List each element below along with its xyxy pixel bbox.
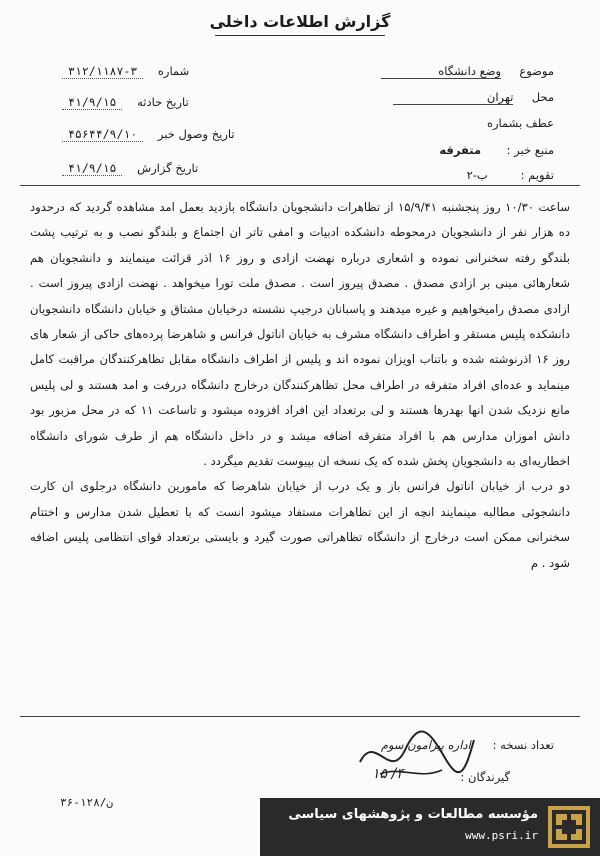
footer-divider (20, 716, 580, 717)
source-row (439, 143, 554, 157)
report-date-label: تاریخ گزارش (137, 161, 199, 175)
number-label: شماره (157, 64, 190, 78)
institute-logo-icon (548, 806, 590, 848)
source-value: متفرقه (439, 143, 482, 157)
copies-value: اداره پیرامون سوم (380, 738, 471, 752)
ref-row (487, 116, 554, 130)
header-divider (20, 185, 580, 186)
event-date-row (62, 95, 189, 109)
subject-value: وضع دانشگاه (381, 64, 501, 79)
number-row (62, 64, 189, 78)
document-title (0, 12, 600, 36)
publisher-banner (260, 798, 600, 856)
report-date-row (62, 161, 198, 175)
evaluation-value: ب-۲ (466, 168, 488, 182)
body-paragraph-2: دو درب از خیابان اناتول فرانس باز و یک درب از خیابان شاهرضا که مامورین دانشگاه درجلوی ان کارت دانشجوئی مطالبه مینمایند انچه از این تظاهرات مستفاد میشود انست که با تعطیل شدن مدارس و اختتام سخنرانی ممکن است درخارج از دانشگاه تظاهراتی صورت گیرد و بایستی برتعداد قوای انتظامی پلیس اضافه شود . م (30, 479, 570, 570)
report-body (30, 195, 570, 576)
ref-label: عطف بشماره (486, 116, 554, 130)
title-text: گزارش اطلاعات داخلی (209, 12, 391, 31)
subject-row (381, 64, 554, 79)
copies-label: تعداد نسخه : (492, 738, 554, 752)
evaluation-row (467, 168, 554, 182)
receipt-date-value: ۴۵۶۴۴/۹/۱۰ (62, 127, 143, 142)
place-value: تهران (393, 90, 513, 105)
event-date-value: ۴۱/۹/۱۵ (62, 95, 122, 110)
written-date: ۴/ ۱۵ (372, 766, 404, 782)
event-date-label: تاریخ حادثه (137, 95, 189, 109)
signature-icon (350, 722, 480, 786)
receipt-date-row (62, 127, 235, 141)
place-label: محل (531, 90, 554, 104)
subject-label: موضوع (519, 64, 554, 78)
evaluation-label: تقویم : (520, 168, 554, 182)
number-value: ۳-۳۱۲/۱۱۸۷ (62, 64, 143, 79)
body-paragraph-1: ساعت ۱۰/۳۰ روز پنجشنبه ۱۵/۹/۴۱ از تظاهرات دانشجویان دانشگاه بازدید بعمل امد مشاهده گردید که درحدود ده هزار نفر از دانشجویان درمحوطه دانشکده ادبیات و امفی تاتر ان اجتماع و بلندگو نصب و به ترتیب پشت بلندگو رفته سخنرانی نموده و اشعاری درباره نهضت ازادی و روز ۱۶ اذر قرائت مینمایند و دانشجویان هم شعارهائی مبنی بر ازادی مصدق . مصدق پیروز است . مصدق ملت تورا میخواهد . نهضت ازادی پیروز است . ازادی مصدق رامیخواهیم و غیره میدهند و پاسبانان درجیپ نشسته درخیابان مشتاق و خیابان دانشگاه دانشجویان دانشکده پلیس مستقر و اطراف دانشگاه مشرف به خیابان اناتول فرانس و شاهرضا پرده‌های حاکی از شعار های روز ۱۶ اذرنوشته شده و باتناب اویزان نموده اند و پلیس از اطراف دانشگاه مقابل تظاهرکنندگان مراقبت کامل مینماید و عده‌ای افراد متفرقه در اطراف محل تظاهرکنندگان درخارج دانشگاه دررفت و امد هستند و لی پلیس مانع نزدیک شدن انها بهدرها هستند و لی برتعداد این افراد افزوده میشود و تاساعت ۱۱ که در محل مزبور بود دانش اموزان مدارس هم با افراد متفرقه اضافه میشد و در داخل دانشگاه هم از طرف شورای دانشگاه اخطاریه‌ای به دانشجویان پخش شده که یک نسخه ان بپیوست تقدیم میگردد . (30, 200, 571, 469)
document-code: ۳۶-۱۲۸/ن (60, 796, 113, 809)
banner-url: www.psri.ir (465, 829, 538, 842)
receipt-date-label: تاریخ وصول خبر (157, 127, 235, 141)
title-underline (215, 35, 385, 36)
place-row (393, 90, 554, 105)
report-date-value: ۴۱/۹/۱۵ (62, 161, 122, 176)
recipients-label: گیرندگان : (460, 770, 510, 784)
banner-org-name: مؤسسه مطالعات و پژوهشهای سیاسی (288, 807, 538, 822)
source-label: منبع خبر : (506, 143, 554, 157)
